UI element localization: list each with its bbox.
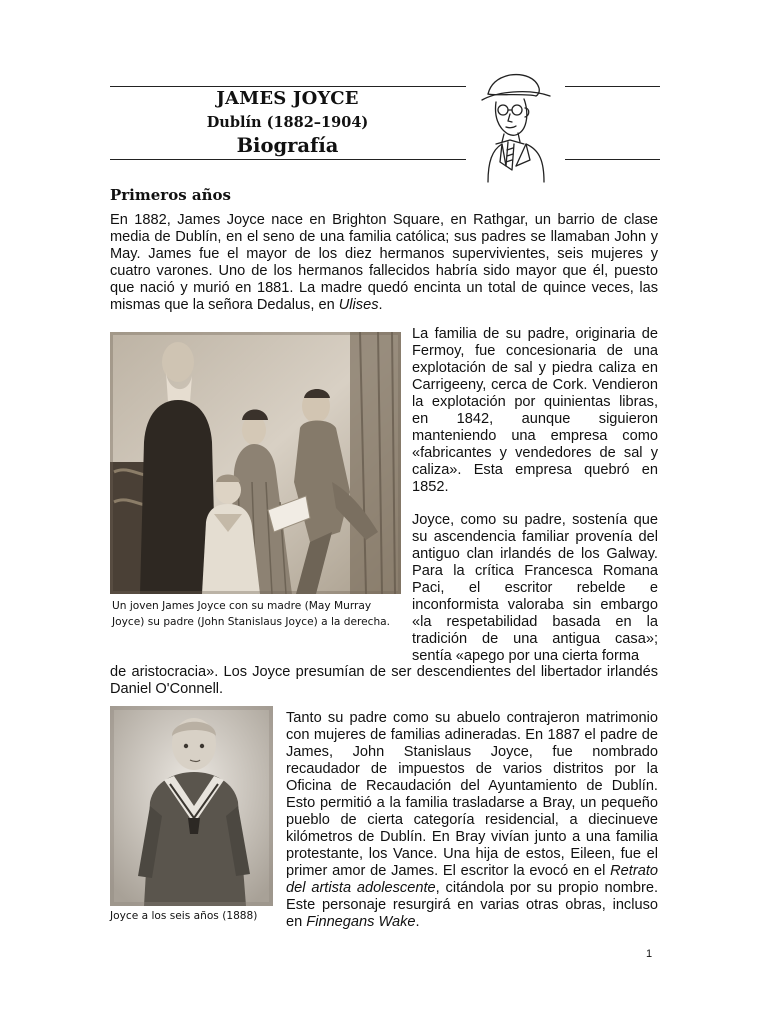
paragraph-4-end: . [415,914,420,930]
paragraph-3-continuation: de aristocracia». Los Joyce presumían de ser descendientes del libertador irlandés Daniel O'Connell. [110,664,658,697]
header-rule-bottom-right [565,159,660,160]
child-photo-image [110,706,273,906]
paragraph-4-italic-2: Finnegans Wake [306,914,416,930]
paragraph-4-mid: , citándola por su propio nombre. Este personaje resurgirá en varias otras obras, incluso en [286,880,659,930]
document-subtitle: Biografía [236,134,339,157]
child-photo-caption: Joyce a los seis años (1888) [110,910,258,922]
paragraph-1-text: En 1882, James Joyce nace en Brighton Square, en Rathgar, un barrio de clase media de Dublín, en el seno de una familia católica; sus padres se llamaban John y May. James fue el mayor de los diez hermanos supervivientes, seis mujeres y cuatro varones. Uno de los hermanos fallecidos habría sido mayor que él, puesto que nació y murió en 1881. La madre quedó encinta un total de quince veces, las mismas que la señora Dedalus, en [110,212,658,313]
section-heading: Primeros años [110,186,231,204]
joyce-sketch-portrait [466,66,566,184]
page-number: 1 [646,948,653,960]
family-photo-caption: Un joven James Joyce con su madre (May Murray Joyce) su padre (John Stanislaus Joyce) a la derecha. [112,600,391,628]
paragraph-1-end: . [378,297,383,313]
paragraph-4-italic-1: Retrato del artista adolescente [286,863,658,896]
paragraph-4-text: Tanto su padre como su abuelo contrajeron matrimonio con mujeres de familias adineradas. En 1887 el padre de James, John Stanislaus Joyce, fue nombrado recaudador de impuestos de varios distritos por la Oficina de Recaudación del Ayuntamiento de Dublín. Esto permitió a la familia trasladarse a Bray, un pequeño pueblo de cierta categoría residencial, a diecinueve kilómetros de Dublín. En Bray vivían junto a una familia protestante, los Vance. Una hija de estos, Eileen, fue el primer amor de James. El escritor la evocó en el [286,710,658,879]
paragraph-1-italic: Ulises [338,297,379,313]
author-dates: Dublín (1882–1904) [206,114,369,131]
paragraph-3: Joyce, como su padre, sostenía que su ascendencia familiar provenía del antiguo clan irlandés de los Galway. Para la crítica Francesca Romana Paci, el escritor rebelde e inconformista valoraba sin embargo «la respetabilidad basada en la tradición de una antigua casa»; sentía «apego por una cierta forma [412,512,658,664]
author-name: JAMES JOYCE [216,88,359,109]
header-rule-top-right [565,86,660,87]
family-photo-image [110,332,401,594]
header-rule-top-left [110,86,466,87]
paragraph-1 [110,212,658,314]
paragraph-2: La familia de su padre, originaria de Fermoy, fue concesionaria de una explotación de sal y piedra caliza en Carrigeeny, cerca de Cork. Vendieron la explotación por quinientas libras, en 1842, aunque siguieron manteniendo una empresa como «fabricantes y vendedores de sal y caliza». Esta empresa quebró en 1852. [412,326,658,495]
header-rule-bottom-left [110,159,466,160]
child-photo [110,706,273,906]
paragraph-4 [286,710,658,931]
family-photo [110,332,401,594]
